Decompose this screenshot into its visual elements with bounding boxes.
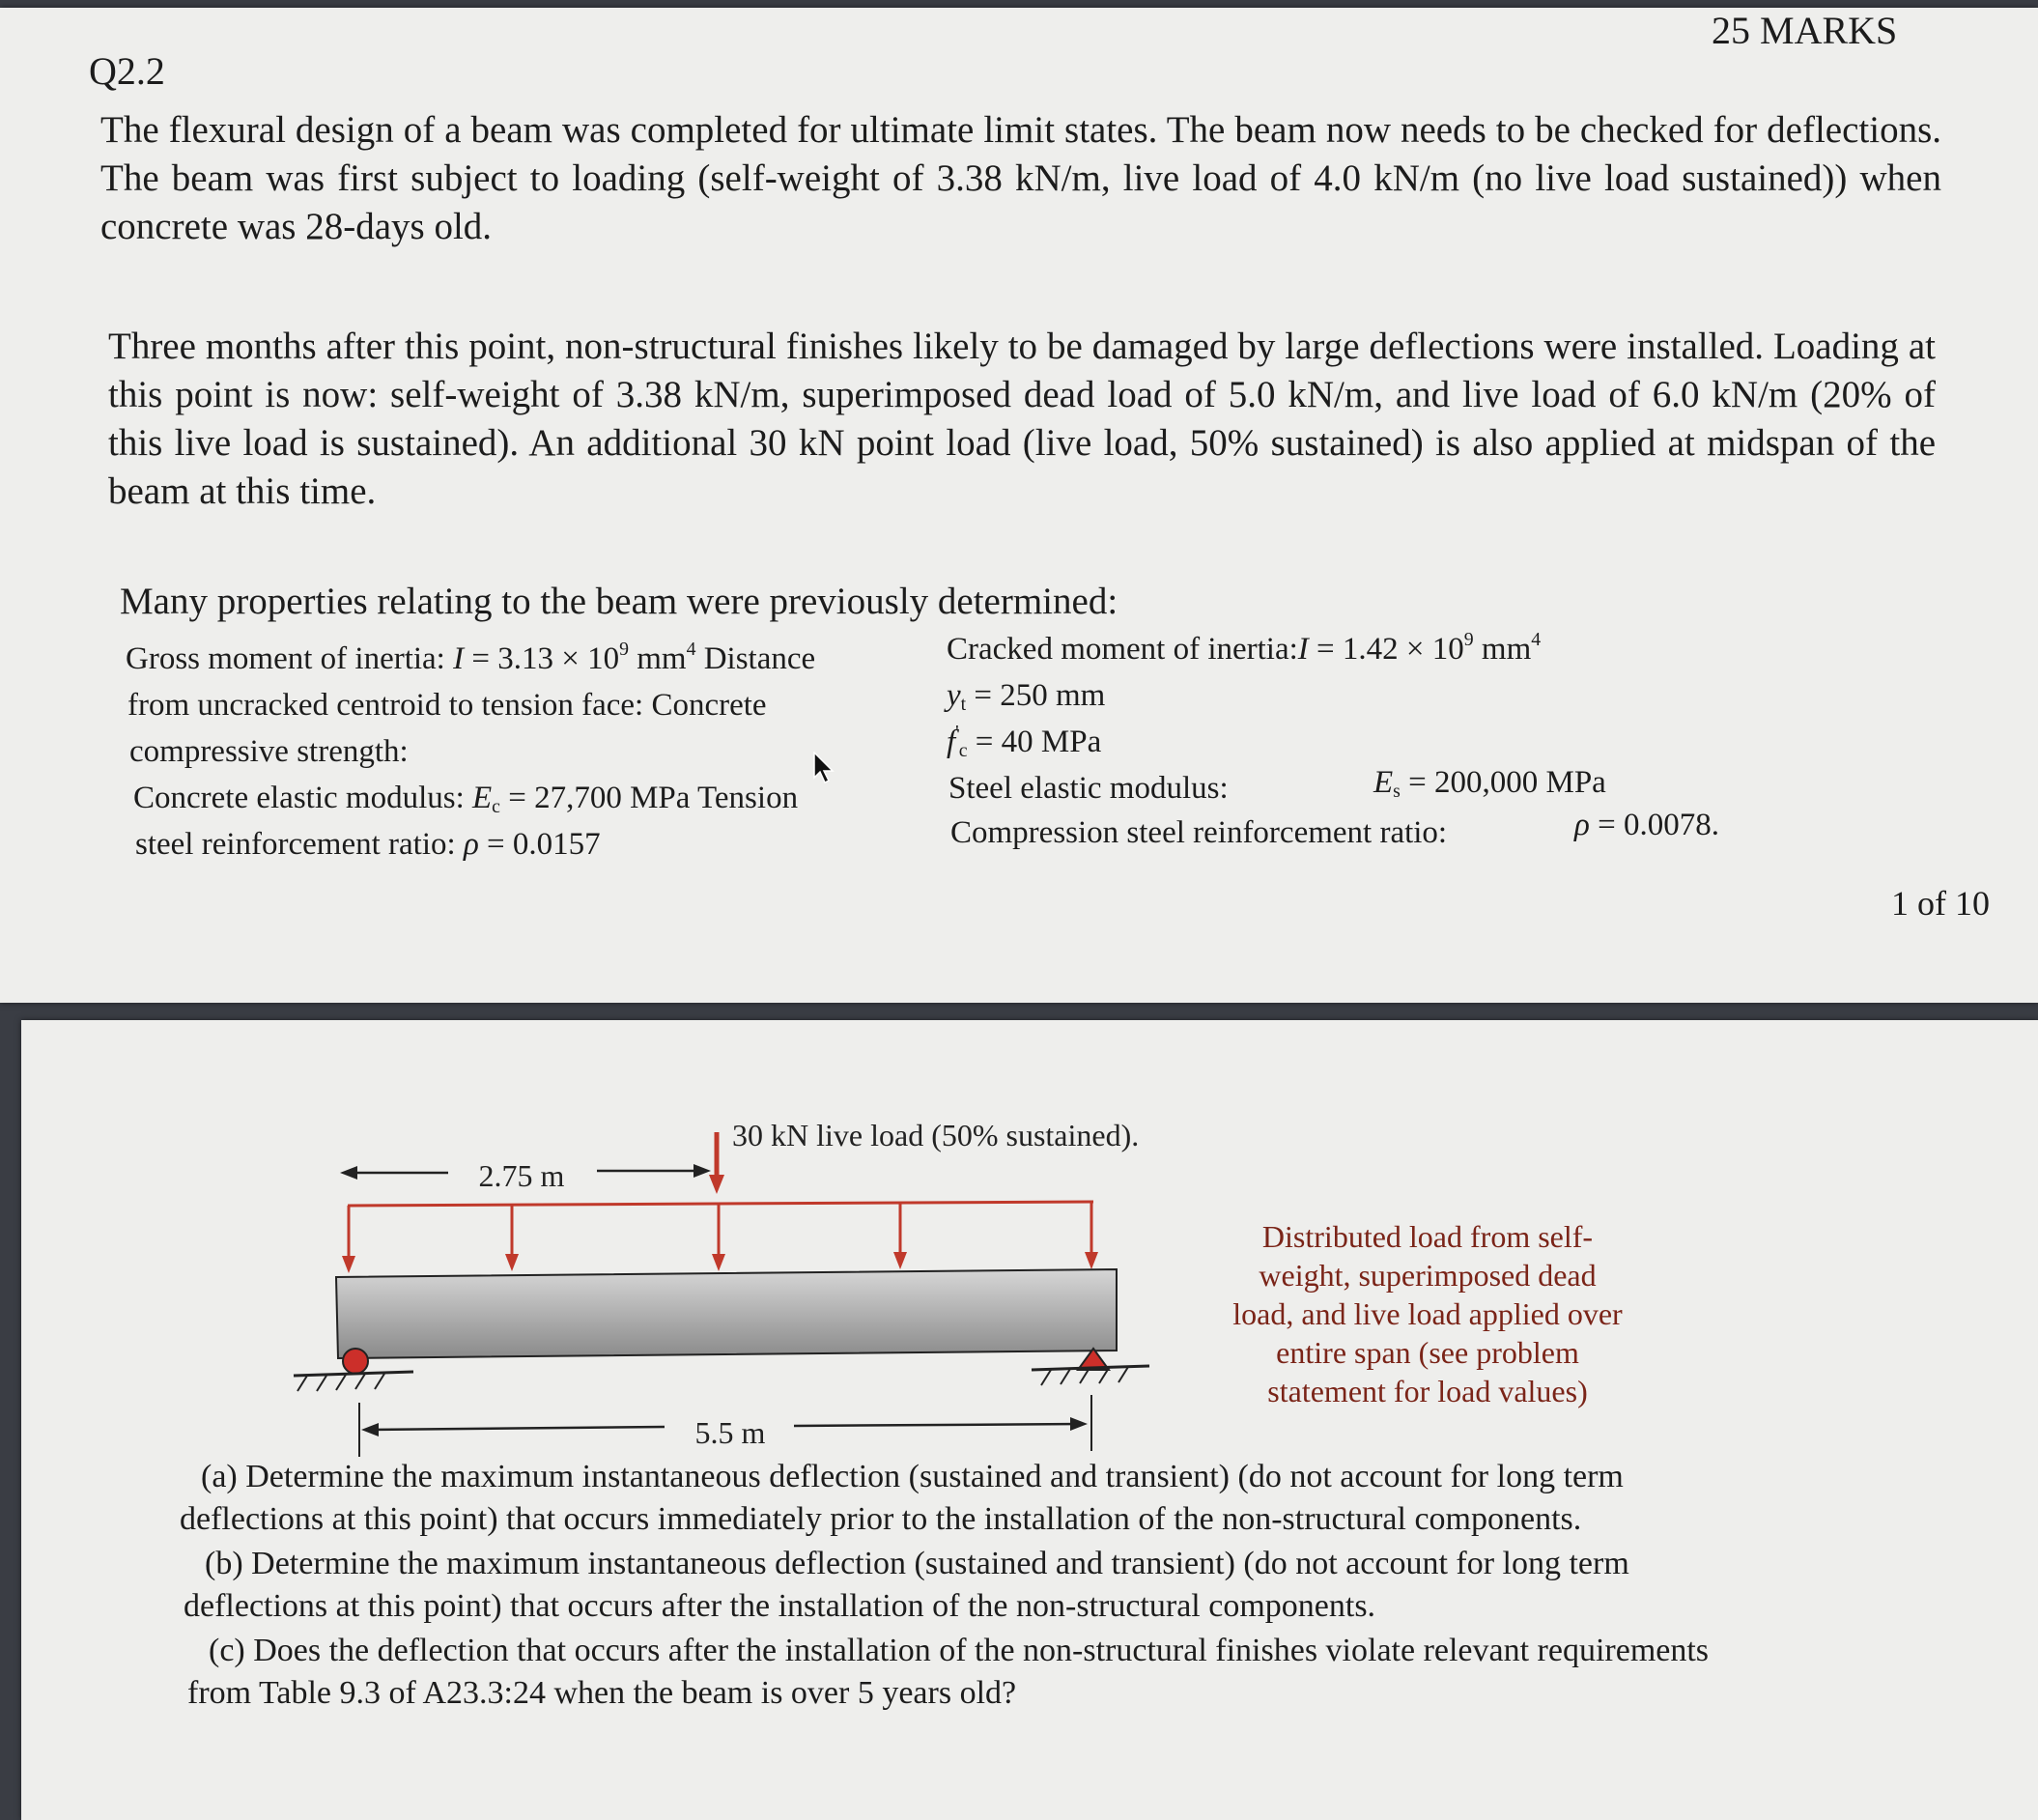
udl-arrowhead [712, 1254, 725, 1271]
question-c-line1: (c) Does the deflection that occurs after the installation of the non-structural finishes violate relevant requirements [209, 1633, 1710, 1668]
marks-label: 25 MARKS [1712, 9, 1898, 52]
span-label: 5.5 m [694, 1415, 766, 1450]
distributed-load-note [1176, 1217, 1679, 1410]
udl-arrowhead [893, 1252, 907, 1269]
note-line: weight, superimposed dead [1259, 1258, 1597, 1293]
question-c-line2: from Table 9.3 of A23.3:24 when the beam is over 5 years old? [187, 1675, 1017, 1711]
prop-steel-modulus-value: $E_s = 200,000$ MPa [1373, 765, 1606, 802]
question-a-line1: (a) Determine the maximum instantaneous deflection (sustained and transient) (do not account for long term [201, 1459, 1624, 1494]
prop-fc: $f'_c = 40$ MPa [947, 722, 1102, 761]
note-line: Distributed load from self- [1261, 1219, 1594, 1254]
beam [336, 1269, 1117, 1358]
roller-support-right [1032, 1349, 1149, 1385]
question-b-line1: (b) Determine the maximum instantaneous deflection (sustained and transient) (do not account for long term [205, 1546, 1629, 1581]
point-load-label: 30 kN live load (50% sustained). [732, 1118, 1140, 1152]
prop-compression-ratio-label: Compression steel reinforcement ratio: [950, 815, 1448, 850]
udl-arrowhead [342, 1256, 355, 1273]
question-b-line2: deflections at this point) that occurs after the installation of the non-structural components. [184, 1588, 1376, 1624]
prop-gross-inertia: Gross moment of inertia: $I = 3.13 \times 10^9$ $mm^4$ Distance [126, 639, 816, 676]
distributed-load-arrows [342, 1202, 1098, 1273]
question-a-line2: deflections at this point) that occurs immediately prior to the installation of the non-structural components. [180, 1501, 1582, 1537]
prop-yt: $y_t = 250$ mm [947, 678, 1106, 715]
prop-cracked-inertia: Cracked moment of inertia:I = $1.42 \times 10^9$ $mm^4$ [947, 629, 1542, 667]
udl-arrowhead [505, 1254, 519, 1271]
mouse-cursor-icon [813, 752, 835, 784]
point-load-arrow [709, 1132, 724, 1194]
note-line: statement for load values) [1267, 1374, 1588, 1408]
prop-tension-ratio: steel reinforcement ratio: ρ = 0.0157 [135, 827, 601, 862]
note-line: load, and live load applied over [1232, 1296, 1623, 1331]
intro-paragraph: The flexural design of a beam was completed for ultimate limit states. The beam now needs to be checked for deflections. The beam was first subject to loading (self-weight of 3.38 kN/m, live load of 4.0 kN/m (no live load sustained)) when concrete was 28-days old. [100, 109, 1941, 247]
question-page [0, 8, 2038, 1003]
properties-heading: Many properties relating to the beam were previously determined: [120, 581, 1118, 622]
udl-arrowhead [1085, 1252, 1098, 1269]
prop-compressive-strength: compressive strength: [129, 734, 409, 769]
page-number: 1 of 10 [1891, 884, 1990, 923]
diagram-page [21, 1020, 2038, 1820]
prop-centroid-distance: from uncracked centroid to tension face: Concrete [127, 688, 767, 723]
prop-steel-modulus-label: Steel elastic modulus: [948, 771, 1229, 806]
beam-diagram [21, 1020, 1180, 1465]
half-span-label: 2.75 m [478, 1158, 565, 1193]
prop-compression-ratio-value: ρ = 0.0078. [1574, 808, 1719, 842]
question-number: Q2.2 [89, 49, 165, 93]
loading-paragraph: Three months after this point, non-structural finishes likely to be damaged by large deflections were installed. Loading at this point is now: self-weight of 3.38 kN/m, superimposed dead load of 5.0 kN/m, and live load of 6.0 kN/m (20% of this live load is sustained). An additional 30 kN point load (live load, 50% sustained) is also applied at midspan of the beam at this time. [108, 326, 1936, 512]
prop-concrete-modulus: Concrete elastic modulus: $E_c = 27,700$ MPa Tension [133, 781, 799, 817]
note-line: entire span (see problem [1276, 1335, 1579, 1370]
